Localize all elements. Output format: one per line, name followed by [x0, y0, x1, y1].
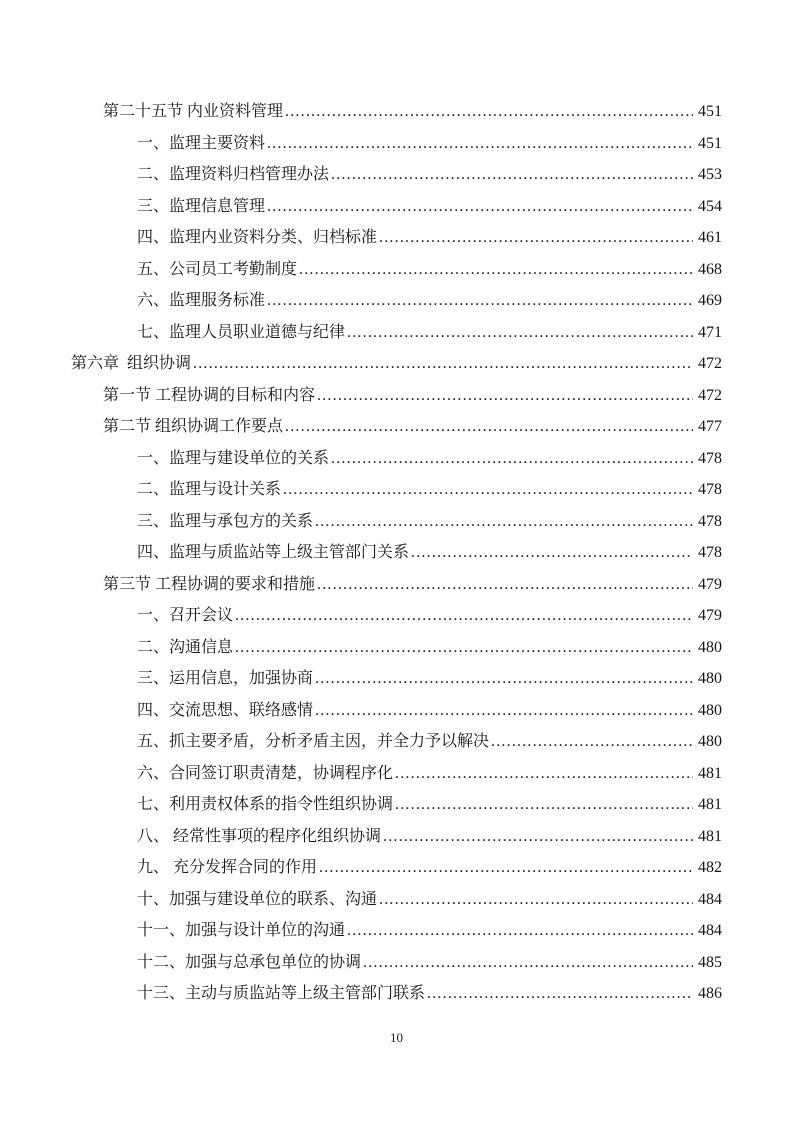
dot-leader [299, 254, 693, 286]
toc-entry-label: 第三节 工程协调的要求和措施 [103, 575, 316, 593]
toc-entry-page: 478 [698, 481, 722, 498]
toc-entry-label: 一、召开会议 [137, 607, 234, 624]
toc-entry-page: 451 [698, 134, 722, 152]
toc-row[interactable] [71, 884, 722, 916]
toc-entry-label: 七、利用责权体系的指令性组织协调 [137, 796, 394, 813]
toc-entry-label: 十二、加强与总承包单位的协调 [137, 953, 362, 971]
dot-leader [319, 852, 693, 884]
toc-entry-page: 481 [698, 827, 722, 845]
toc-entry-page: 480 [698, 701, 722, 719]
toc-entry-label: 一、监理与建设单位的关系 [137, 449, 330, 467]
toc-row[interactable] [71, 821, 722, 853]
toc-entry-label: 六、监理服务标准 [137, 292, 266, 309]
dot-leader [331, 443, 693, 475]
toc-entry-label: 七、监理人员职业道德与纪律 [137, 323, 346, 341]
dot-leader [315, 695, 693, 727]
toc-row[interactable] [71, 947, 722, 979]
dot-leader [193, 348, 693, 380]
dot-leader [317, 380, 693, 412]
toc-entry-page: 481 [698, 764, 722, 782]
toc-row[interactable] [71, 411, 722, 443]
toc-row[interactable] [71, 978, 722, 1010]
toc-entry-page: 451 [698, 103, 722, 120]
toc-list [71, 96, 722, 1010]
dot-leader [379, 884, 693, 916]
toc-row[interactable] [71, 348, 722, 380]
dot-leader [267, 285, 693, 317]
toc-entry-label: 八、 经常性事项的程序化组织协调 [137, 827, 382, 845]
toc-entry-page: 478 [698, 544, 722, 561]
page-number-footer: 10 [390, 1030, 403, 1045]
toc-row[interactable] [71, 789, 722, 821]
dot-leader [395, 789, 693, 821]
dot-leader [491, 726, 693, 758]
dot-leader [347, 915, 693, 947]
dot-leader [315, 663, 693, 695]
toc-row[interactable] [71, 663, 722, 695]
toc-row[interactable] [71, 758, 722, 790]
dot-leader [315, 506, 693, 538]
toc-entry-label: 第一节 工程协调的目标和内容 [103, 386, 316, 404]
toc-row[interactable] [71, 569, 722, 601]
toc-entry-label: 二、沟通信息 [137, 638, 234, 656]
toc-entry-label: 九、 充分发挥合同的作用 [137, 859, 318, 876]
toc-entry-page: 469 [698, 292, 722, 309]
toc-entry-page: 454 [698, 197, 722, 215]
toc-entry-page: 453 [698, 166, 722, 183]
toc-entry-label: 六、合同签订职责清楚，协调程序化 [137, 764, 394, 782]
toc-entry-label: 十、加强与建设单位的联系、沟通 [137, 890, 378, 908]
dot-leader [379, 222, 693, 254]
toc-entry-page: 479 [698, 607, 722, 624]
toc-entry-page: 480 [698, 638, 722, 656]
toc-row[interactable] [71, 317, 722, 349]
toc-entry-label: 一、监理主要资料 [137, 134, 266, 152]
toc-row[interactable] [71, 443, 722, 475]
toc-entry-page: 485 [698, 953, 722, 971]
toc-entry-label: 第二十五节 内业资料管理 [103, 103, 284, 120]
toc-entry-page: 471 [698, 323, 722, 341]
toc-row[interactable] [71, 632, 722, 664]
toc-entry-page: 472 [698, 386, 722, 404]
toc-entry-label: 二、监理与设计关系 [137, 481, 282, 498]
dot-leader [331, 159, 693, 191]
dot-leader [235, 632, 693, 664]
toc-row[interactable] [71, 506, 722, 538]
toc-entry-page: 481 [698, 796, 722, 813]
dot-leader [427, 978, 693, 1010]
dot-leader [285, 411, 693, 443]
toc-entry-label: 四、监理内业资料分类、归档标准 [137, 229, 378, 246]
toc-entry-label: 三、监理信息管理 [137, 197, 266, 215]
toc-entry-label: 第二节 组织协调工作要点 [103, 418, 284, 435]
toc-row[interactable] [71, 695, 722, 727]
toc-entry-page: 480 [698, 733, 722, 750]
toc-entry-label: 三、监理与承包方的关系 [137, 512, 314, 530]
toc-entry-page: 478 [698, 512, 722, 530]
toc-entry-page: 461 [698, 229, 722, 246]
toc-entry-page: 478 [698, 449, 722, 467]
toc-entry-page: 482 [698, 859, 722, 876]
dot-leader [285, 96, 693, 128]
toc-entry-label: 十一、加强与设计单位的沟通 [137, 922, 346, 939]
dot-leader [283, 474, 693, 506]
dot-leader [395, 758, 693, 790]
toc-row[interactable] [71, 96, 722, 128]
toc-entry-page: 472 [698, 355, 722, 372]
toc-row[interactable] [71, 380, 722, 412]
toc-entry-label: 四、监理与质监站等上级主管部门关系 [137, 544, 410, 561]
dot-leader [317, 569, 693, 601]
toc-row[interactable] [71, 537, 722, 569]
toc-entry-page: 479 [698, 575, 722, 593]
toc-entry-label: 第六章 组织协调 [71, 355, 192, 372]
toc-entry-page: 477 [698, 418, 722, 435]
toc-row[interactable] [71, 254, 722, 286]
toc-row[interactable] [71, 726, 722, 758]
toc-entry-page: 486 [698, 985, 722, 1002]
dot-leader [411, 537, 693, 569]
dot-leader [383, 821, 693, 853]
toc-entry-page: 468 [698, 260, 722, 278]
toc-entry-page: 484 [698, 890, 722, 908]
toc-entry-label: 五、抓主要矛盾，分析矛盾主因，并全力予以解决 [137, 733, 490, 750]
toc-row[interactable] [71, 915, 722, 947]
dot-leader [347, 317, 693, 349]
toc-entry-page: 480 [698, 670, 722, 687]
toc-row[interactable] [71, 600, 722, 632]
toc-row[interactable] [71, 285, 722, 317]
toc-entry-label: 二、监理资料归档管理办法 [137, 166, 330, 183]
toc-row[interactable] [71, 128, 722, 160]
dot-leader [363, 947, 693, 979]
toc-row[interactable] [71, 159, 722, 191]
toc-entry-label: 十三、主动与质监站等上级主管部门联系 [137, 985, 426, 1002]
toc-entry-label: 五、公司员工考勤制度 [137, 260, 298, 278]
dot-leader [235, 600, 693, 632]
dot-leader [267, 128, 693, 160]
toc-entry-label: 三、运用信息，加强协商 [137, 670, 314, 687]
toc-row[interactable] [71, 852, 722, 884]
toc-row[interactable] [71, 191, 722, 223]
toc-entry-page: 484 [698, 922, 722, 939]
toc-entry-label: 四、交流思想、联络感情 [137, 701, 314, 719]
toc-row[interactable] [71, 474, 722, 506]
dot-leader [267, 191, 693, 223]
toc-row[interactable] [71, 222, 722, 254]
